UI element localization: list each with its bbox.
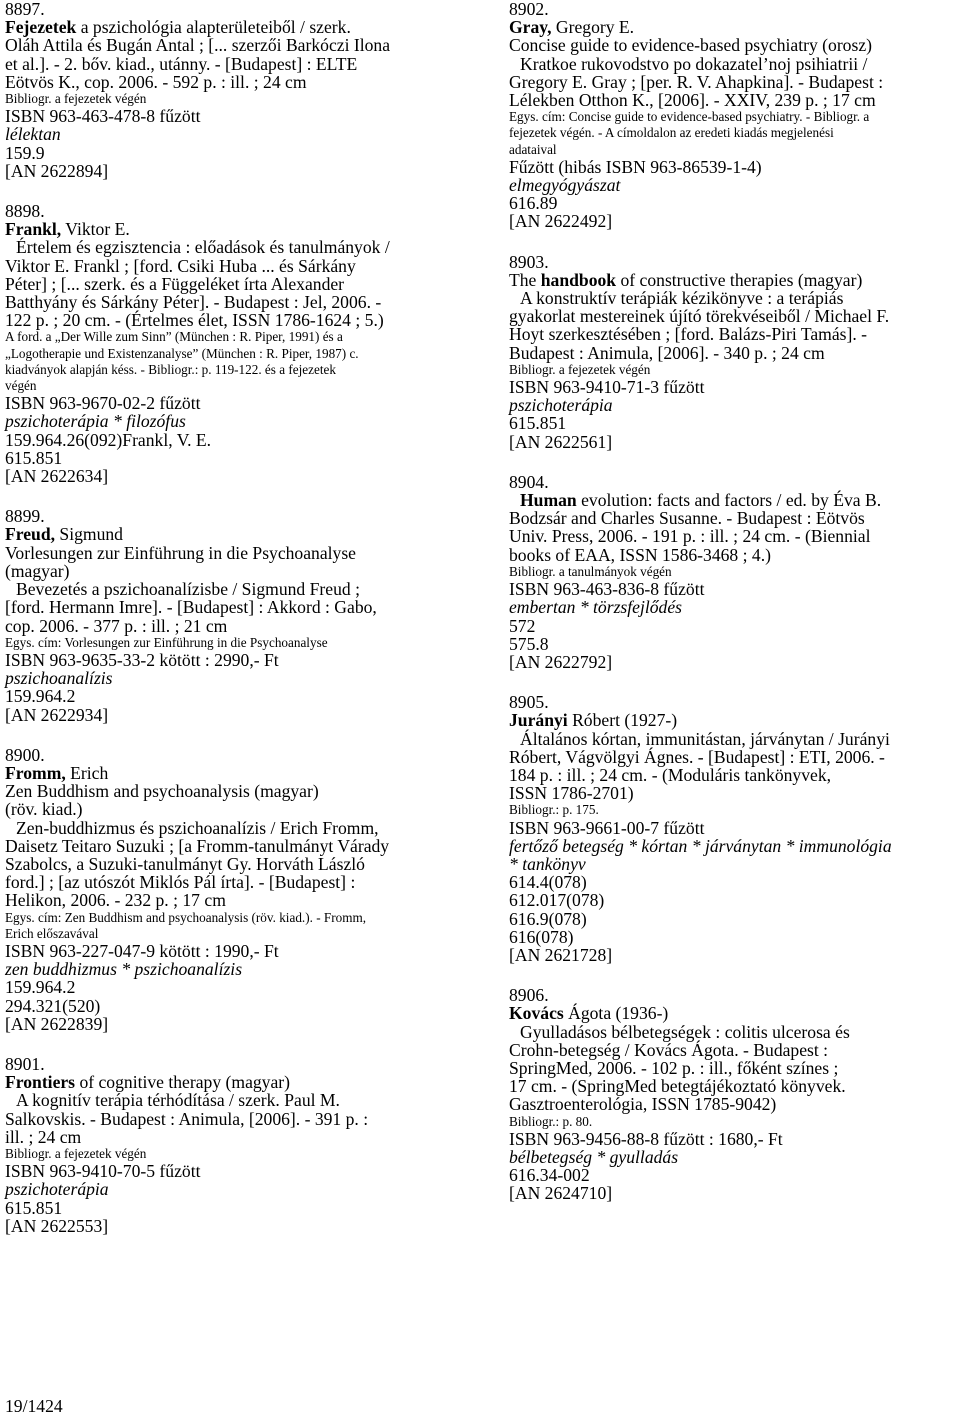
entry-line: 159.964.26(092)Frankl, V. E. (5, 429, 212, 450)
title-heading-word: handbook (540, 269, 617, 290)
entry-line: ISBN 963-463-836-8 fűzött (509, 579, 705, 600)
entry-line: [AN 2622492] (509, 211, 613, 232)
entry-note: Egys. cím: Concise guide to evidence-based psychiatry. - Bibliogr. a (509, 109, 870, 125)
bibliography-entry (509, 253, 955, 451)
entry-line: 159.9 (5, 142, 45, 163)
entry-heading-line (5, 220, 467, 238)
heading-rest: Erich (65, 762, 109, 783)
entry-note: A ford. a „Der Wille zum Sinn” (München : R. Piper, 1991) és a (5, 329, 343, 345)
entry-line: cop. 2006. - 377 p. : ill. ; 21 cm (5, 615, 228, 636)
bibliography-entry (5, 746, 467, 1033)
entry-line: Viktor E. Frankl ; [ford. Csiki Huba ... és Sárkány (5, 255, 356, 276)
entry-line: Bodzsár and Charles Susanne. - Budapest : Eötvös (509, 508, 865, 529)
entry-line: books of EAA, ISSN 1586-3468 ; 4.) (509, 544, 771, 565)
left-column (5, 0, 467, 1257)
entry-line: Zen Buddhism and psychoanalysis (magyar) (5, 781, 319, 802)
entry-note: Bibliogr.: p. 80. (509, 1113, 593, 1129)
entry-line: Értelem és egzisztencia : előadások és tanulmányok / (16, 237, 390, 258)
entry-line: 17 cm. - (SpringMed betegtájékoztató könyvek. (509, 1076, 846, 1097)
entry-line: 572 (509, 615, 536, 636)
author-heading: Jurányi (509, 710, 568, 731)
entry-subject: pszichoterápia (509, 395, 613, 416)
entry-note: Bibliogr. a fejezetek végén (5, 91, 147, 107)
entry-note: Egys. cím: Vorlesungen zur Einführung in die Psychoanalyse (5, 634, 328, 650)
entry-line: ISSN 1786-2701) (509, 783, 634, 804)
entry-line: Vorlesungen zur Einführung in die Psychoanalyse (5, 542, 356, 563)
entry-number: 8903. (509, 251, 549, 272)
entry-subject: embertan * törzsfejlődés (509, 597, 682, 618)
entry-line: [AN 2622561] (509, 431, 613, 452)
heading-rest: Gregory E. (551, 17, 635, 38)
entry-line: 159.964.2 (5, 686, 76, 707)
entry-line: Univ. Press, 2006. - 191 p. : ill. ; 24 cm. - (Biennial (509, 526, 871, 547)
entry-line: Eötvös K., cop. 2006. - 592 p. : ill. ; 24 cm (5, 71, 307, 92)
entry-line: Concise guide to evidence-based psychiatry (orosz) (509, 35, 872, 56)
entry-line: [AN 2622792] (509, 651, 613, 672)
entry-line: 614.4(078) (509, 872, 587, 893)
entry-note: adataival (509, 141, 557, 157)
entry-line: 616.9(078) (509, 908, 587, 929)
entry-line: Fűzött (hibás ISBN 963-86539-1-4) (509, 156, 762, 177)
entry-line: ISBN 963-9670-02-2 fűzött (5, 393, 201, 414)
entry-line: Helikon, 2006. - 232 p. ; 17 cm (5, 890, 226, 911)
entry-line: gyakorlat mestereinek újító törekvéseiből / Michael F. (509, 306, 890, 327)
heading-rest: evolution: facts and factors / ed. by Éva B. (576, 490, 882, 511)
entry-note: végén (5, 378, 37, 394)
entry-subject: * tankönyv (509, 853, 586, 874)
entry-line: ISBN 963-463-478-8 fűzött (5, 106, 201, 127)
entry-line: Daisetz Teitaro Suzuki ; [a Fromm-tanulmányt Várady (5, 835, 390, 856)
author-heading: Fromm, (5, 762, 66, 783)
entry-line: Batthyány és Sárkány Péter]. - Budapest : Jel, 2006. - (5, 292, 382, 313)
entry-line: 294.321(520) (5, 995, 101, 1016)
author-heading: Human (520, 490, 577, 511)
entry-subject: lélektan (5, 124, 61, 145)
entry-heading-line (509, 18, 955, 36)
entry-line: Zen-buddhizmus és pszichoanalízis / Erich Fromm, (16, 817, 379, 838)
entry-heading-line (509, 271, 955, 289)
entry-line: [AN 2622894] (5, 160, 109, 181)
bibliography-entry (509, 986, 955, 1202)
entry-line: Általános kórtan, immunitástan, járványtan / Jurányi (520, 728, 890, 749)
entry-line: ISBN 963-9661-00-7 fűzött (509, 817, 705, 838)
entry-line: 184 p. : ill. ; 24 cm. - (Moduláris tankönyvek, (509, 764, 832, 785)
entry-note: Bibliogr. a tanulmányok végén (509, 563, 672, 579)
entry-number: 8901. (5, 1053, 45, 1074)
bibliography-entry (5, 202, 467, 485)
entry-subject: pszichoanalízis (5, 668, 113, 689)
entry-line: Gregory E. Gray ; [per. R. V. Ahapkina]. - Budapest : (509, 71, 884, 92)
entry-number: 8902. (509, 0, 549, 19)
entry-note: Bibliogr.: p. 175. (509, 802, 599, 818)
entry-number: 8904. (509, 471, 549, 492)
entry-line: (magyar) (5, 560, 70, 581)
entry-line: [ford. Hermann Imre]. - [Budapest] : Akkord : Gabo, (5, 597, 377, 618)
entry-line: 615.851 (509, 413, 567, 434)
entry-line: [AN 2622934] (5, 704, 109, 725)
entry-note: „Logotherapie und Existenzanalyse” (München : R. Piper, 1987) c. (5, 345, 359, 361)
entry-note: Bibliogr. a fejezetek végén (509, 361, 651, 377)
heading-rest: Viktor E. (61, 219, 130, 240)
entry-line: 575.8 (509, 633, 549, 654)
entry-number: 8905. (509, 692, 549, 713)
entry-line: 615.851 (5, 1197, 63, 1218)
entry-line: ISBN 963-227-047-9 kötött : 1990,- Ft (5, 940, 279, 961)
entry-line: 616.89 (509, 193, 558, 214)
entry-heading-line (509, 491, 955, 509)
entry-line: Róbert, Vágvölgyi Ágnes. - [Budapest] : ETI, 2006. - (509, 746, 885, 767)
entry-line: ISBN 963-9635-33-2 kötött : 2990,- Ft (5, 649, 279, 670)
entry-line: Péter] ; [... szerk. és a Függeléket írta Alexander (5, 273, 345, 294)
entry-line: Gyulladásos bélbetegségek : colitis ulcerosa és (520, 1021, 850, 1042)
entry-line: ISBN 963-9456-88-8 fűzött : 1680,- Ft (509, 1128, 783, 1149)
entry-subject: fertőző betegség * kórtan * járványtan * immunológia (509, 835, 892, 856)
entry-number: 8898. (5, 201, 45, 222)
entry-line: ill. ; 24 cm (5, 1126, 82, 1147)
heading-rest: Sigmund (55, 524, 123, 545)
author-heading: Fejezetek (5, 17, 77, 38)
entry-number: 8900. (5, 744, 45, 765)
bibliography-entry (5, 507, 467, 723)
heading-article: The (509, 269, 541, 290)
bibliography-entry (509, 693, 955, 964)
entry-line: Lélekben Otthon K., [2006]. - XXIV, 239 p. ; 17 cm (509, 90, 876, 111)
entry-line: A konstruktív terápiák kézikönyve : a terápiás (520, 288, 844, 309)
heading-rest: a pszichológia alapterületeiből / szerk. (76, 17, 351, 38)
entry-line: ford.] ; [az utószót Miklós Pál írta]. - [Budapest] : (5, 872, 356, 893)
entry-line: 612.017(078) (509, 890, 605, 911)
entry-subject: zen buddhizmus * pszichoanalízis (5, 959, 243, 980)
entry-line: Hoyt szerkesztésében ; [ford. Balázs-Piri Tamás]. - (509, 324, 868, 345)
page-footer: 19/1424 (5, 1396, 63, 1416)
entry-line: A kognitív terápia térhódítása / szerk. Paul M. (16, 1090, 340, 1111)
heading-rest: of constructive therapies (magyar) (616, 269, 863, 290)
entry-note: Egys. cím: Zen Buddhism and psychoanalysis (röv. kiad.). - Fromm, (5, 909, 367, 925)
author-heading: Freud, (5, 524, 56, 545)
entry-line: SpringMed, 2006. - 102 p. : ill., főként színes ; (509, 1057, 839, 1078)
entry-note: kiadványok alapján késs. - Bibliogr.: p. 119-122. és a fejezetek (5, 361, 336, 377)
entry-heading-line (5, 18, 467, 36)
entry-line: [AN 2622839] (5, 1013, 109, 1034)
entry-note: fejezetek végén. - A címoldalon az eredeti kiadás megjelenési (509, 125, 834, 141)
heading-rest: Ágota (1936-) (563, 1003, 669, 1024)
entry-line: et al.]. - 2. bőv. kiad., utánny. - [Budapest] : ELTE (5, 53, 358, 74)
entry-line: 616.34-002 (509, 1165, 590, 1186)
entry-line: Szabolcs, a Suzuki-tanulmányt Gy. Horváth László (5, 853, 365, 874)
entry-number: 8906. (509, 985, 549, 1006)
entry-line: Kratkoe rukovodstvo po dokazatel’noj psihiatrii / (520, 53, 868, 74)
entry-heading-line (5, 525, 467, 543)
entry-line: 159.964.2 (5, 977, 76, 998)
entry-line: [AN 2622634] (5, 466, 109, 487)
entry-line: [AN 2621728] (509, 944, 613, 965)
entry-note: Bibliogr. a fejezetek végén (5, 1145, 147, 1161)
right-column (509, 0, 955, 1225)
entry-line: 615.851 (5, 447, 63, 468)
author-heading: Frankl, (5, 219, 62, 240)
entry-number: 8899. (5, 506, 45, 527)
entry-subject: pszichoterápia * filozófus (5, 411, 186, 432)
bibliography-entry (5, 1055, 467, 1235)
entry-line: ISBN 963-9410-71-3 fűzött (509, 377, 705, 398)
entry-line: [AN 2622553] (5, 1215, 109, 1236)
entry-number: 8897. (5, 0, 45, 19)
heading-rest: of cognitive therapy (magyar) (75, 1072, 290, 1093)
entry-heading-line (5, 764, 467, 782)
entry-line: Oláh Attila és Bugán Antal ; [... szerzői Barkóczi Ilona (5, 35, 391, 56)
entry-line: Gasztroenterológia, ISSN 1785-9042) (509, 1094, 777, 1115)
entry-line: 122 p. ; 20 cm. - (Értelmes élet, ISSN 1786-1624 ; 5.) (5, 310, 384, 331)
entry-line: Salkovskis. - Budapest : Animula, [2006]. - 391 p. : (5, 1108, 369, 1129)
entry-subject: elmegyógyászat (509, 175, 621, 196)
author-heading: Frontiers (5, 1072, 76, 1093)
entry-line: Crohn-betegség / Kovács Ágota. - Budapest : (509, 1039, 829, 1060)
entry-line: 616(078) (509, 926, 574, 947)
entry-subject: bélbetegség * gyulladás (509, 1146, 679, 1167)
author-heading: Kovács (509, 1003, 564, 1024)
entry-line: Bevezetés a pszichoanalízisbe / Sigmund Freud ; (16, 579, 360, 600)
entry-line: (röv. kiad.) (5, 799, 83, 820)
author-heading: Gray, (509, 17, 552, 38)
entry-heading-line (509, 711, 955, 729)
entry-line: Budapest : Animula, [2006]. - 340 p. ; 24 cm (509, 342, 825, 363)
entry-heading-line (509, 1004, 955, 1022)
heading-rest: Róbert (1927-) (567, 710, 678, 731)
entry-note: Erich előszavával (5, 925, 99, 941)
bibliography-entry (509, 473, 955, 671)
bibliography-entry (5, 0, 467, 180)
entry-line: [AN 2624710] (509, 1183, 613, 1204)
bibliography-entry (509, 0, 955, 231)
entry-subject: pszichoterápia (5, 1179, 109, 1200)
entry-line: ISBN 963-9410-70-5 fűzött (5, 1161, 201, 1182)
entry-heading-line (5, 1073, 467, 1091)
